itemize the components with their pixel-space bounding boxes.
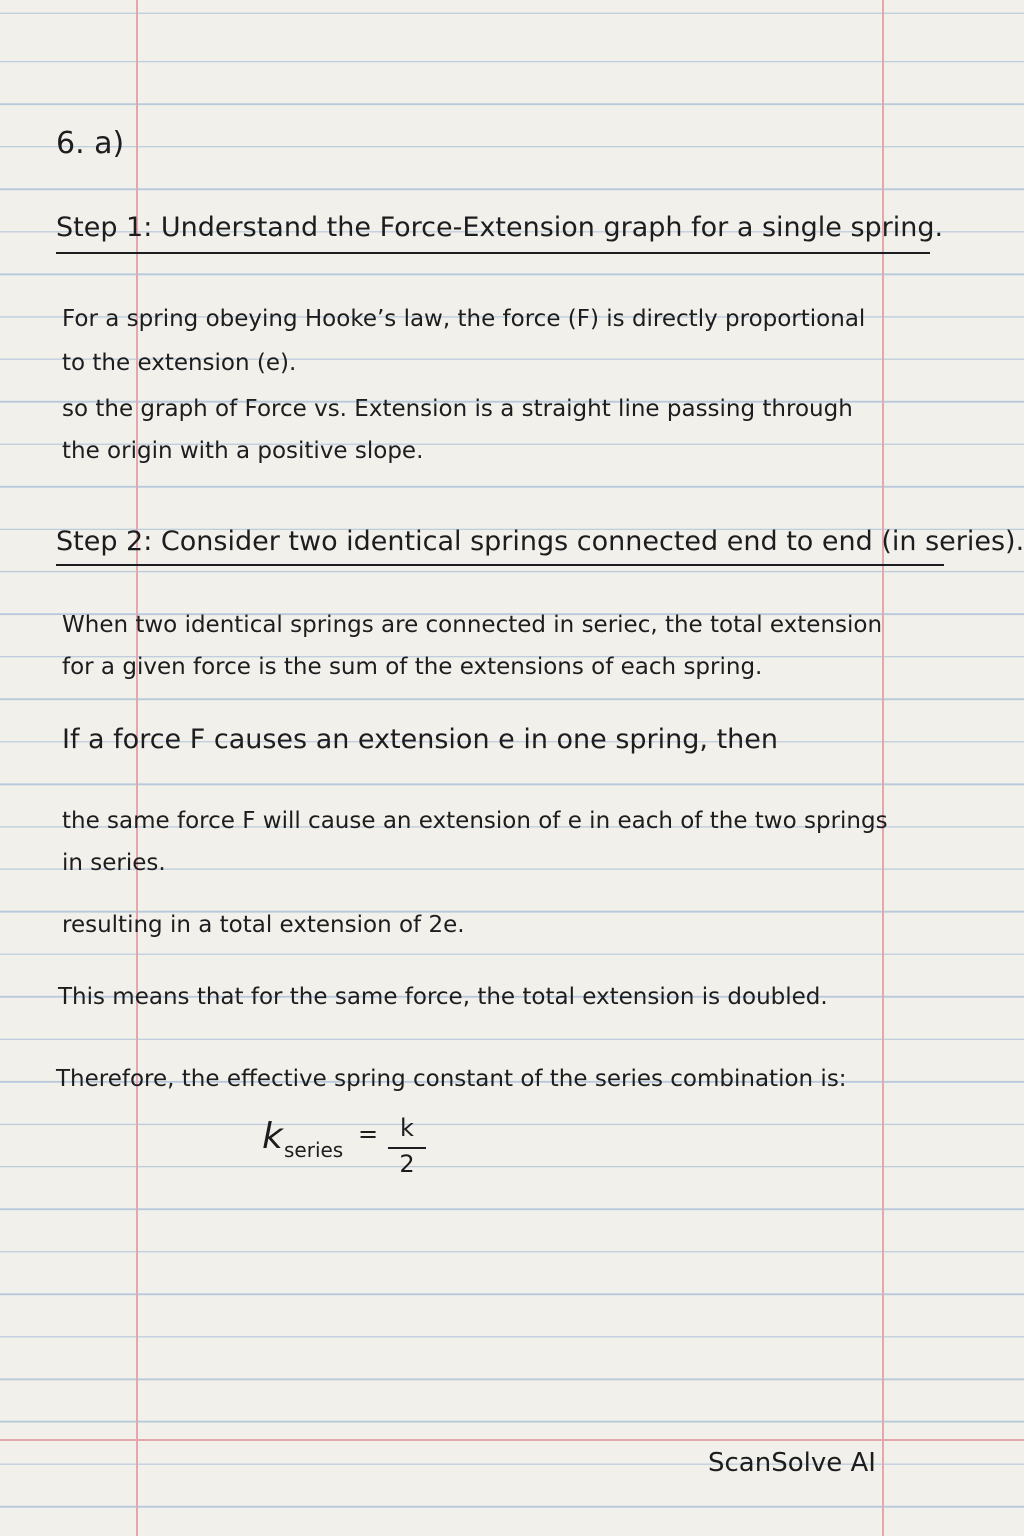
step1-underline — [56, 252, 930, 254]
step2-para3-line2: in series. — [62, 850, 166, 876]
step1-line4: the origin with a positive slope. — [62, 438, 424, 464]
step1-line1: For a spring obeying Hooke’s law, the force (F) is directly proportional — [62, 306, 866, 332]
step2-para6: Therefore, the effective spring constant of the series combination is: — [56, 1066, 847, 1092]
step2-para2: If a force F causes an extension e in one spring, then — [62, 724, 779, 755]
footer-brand: ScanSolve AI — [708, 1448, 876, 1478]
step1-heading: Step 1: Understand the Force-Extension graph for a single spring. — [56, 212, 944, 243]
fraction-bar — [388, 1147, 426, 1149]
step1-line3: so the graph of Force vs. Extension is a straight line passing through — [62, 396, 853, 422]
formula-symbol: k — [262, 1116, 283, 1157]
question-number: 6. a) — [56, 126, 125, 161]
formula-numerator: k — [400, 1114, 414, 1142]
step2-para1-line1: When two identical springs are connected in seriec, the total extension — [62, 612, 883, 638]
step2-heading: Step 2: Consider two identical springs connected end to end (in series). — [56, 526, 1024, 557]
formula-denominator: 2 — [399, 1150, 415, 1178]
formula-subscript: series — [284, 1138, 344, 1162]
series-spring-constant-formula — [262, 1114, 442, 1184]
step2-para4: resulting in a total extension of 2e. — [62, 912, 465, 938]
step2-para5: This means that for the same force, the total extension is doubled. — [58, 984, 828, 1010]
step2-underline — [56, 564, 944, 566]
step1-line2: to the extension (e). — [62, 350, 297, 376]
step2-para3-line1: the same force F will cause an extension of e in each of the two springs — [62, 808, 888, 834]
bottom-margin-line — [0, 1439, 1024, 1441]
formula-equals: = — [358, 1120, 379, 1148]
step2-para1-line2: for a given force is the sum of the extensions of each spring. — [62, 654, 763, 680]
